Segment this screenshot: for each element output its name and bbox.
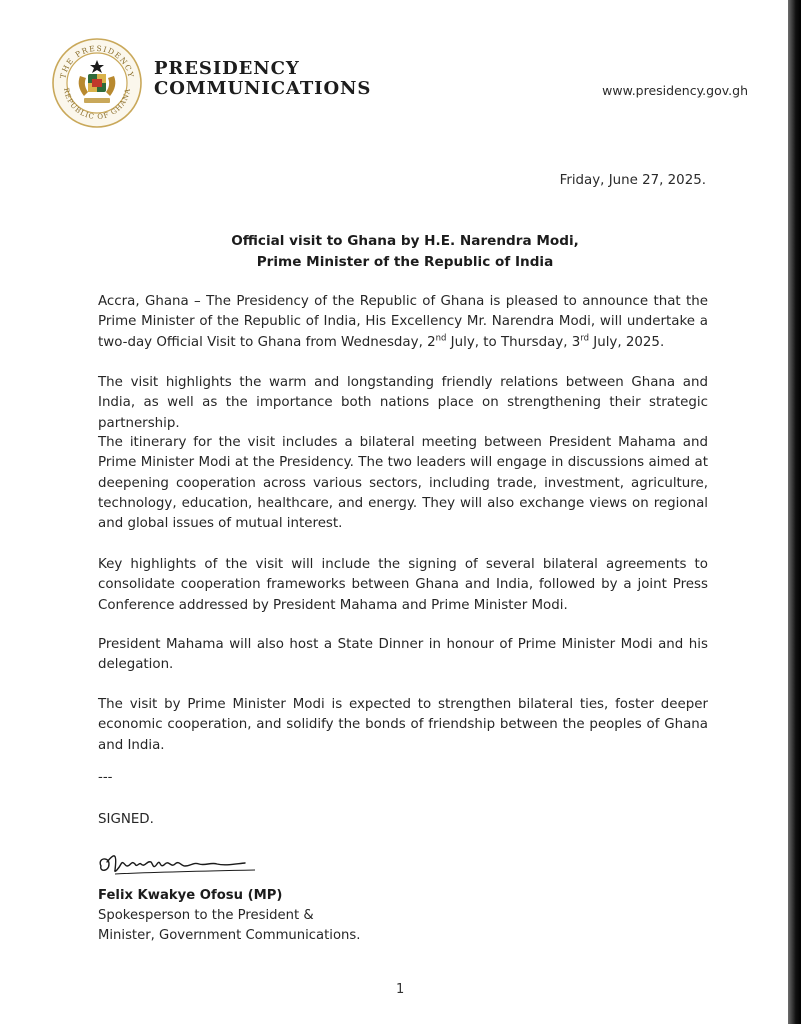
paragraph-highlights: Key highlights of the visit will include the signing of several bilateral agreements to consolidate cooperation frameworks between Ghana and India, followed by a joint Press Conference addressed by President Mahama and Prime Minister Modi.: [98, 557, 708, 613]
signatory-role-line2: Minister, Government Communications.: [98, 928, 361, 943]
page-edge-shadow: [788, 0, 801, 1024]
paragraph-1-text-a: Accra, Ghana – The Presidency of the Republic of Ghana is pleased to announce that the Prime Minister of the Republic of India, His Excellency Mr. Narendra Modi, will undertake a two-day Official Visit to Ghana from Wednesday, 2: [98, 294, 708, 350]
ordinal-suffix: rd: [580, 333, 590, 344]
signatory-role-line1: Spokesperson to the President &: [98, 908, 314, 923]
separator: ---: [98, 770, 113, 785]
handwritten-signature: [95, 844, 265, 884]
website-link[interactable]: www.presidency.gov.gh: [602, 83, 748, 98]
release-date: Friday, June 27, 2025.: [559, 173, 706, 188]
paragraph-relations: The visit highlights the warm and longstanding friendly relations between Ghana and India, as well as the importance both nations place on strengthening their strategic partnership.: [98, 375, 708, 431]
paragraph-state-dinner: President Mahama will also host a State Dinner in honour of Prime Minister Modi and his delegation.: [98, 637, 708, 673]
paragraph-outcome: The visit by Prime Minister Modi is expected to strengthen bilateral ties, foster deeper economic cooperation, and solidify the bonds of friendship between the peoples of Ghana and India.: [98, 697, 708, 753]
release-title-line1: Official visit to Ghana by H.E. Narendra Modi,: [231, 233, 579, 249]
page-number: 1: [396, 982, 405, 997]
paragraph-1-text-b: July, to Thursday, 3: [446, 334, 581, 350]
brand-line-presidency: PRESIDENCY: [154, 58, 300, 79]
signed-label: SIGNED.: [98, 812, 154, 827]
svg-text:REPUBLIC OF GHANA: REPUBLIC OF GHANA: [61, 87, 133, 122]
brand-name: [154, 59, 371, 99]
presidency-seal-logo: [52, 38, 142, 128]
paragraph-announcement: [98, 292, 708, 353]
release-title-line2: Prime Minister of the Republic of India: [256, 254, 554, 270]
paragraph-itinerary: The itinerary for the visit includes a bilateral meeting between President Mahama and Prime Minister Modi at the Presidency. The two leaders will engage in discussions aimed at deepening cooperation across various sectors, including trade, investment, agriculture, technology, education, healthcare, and energy. They will also exchange views on regional and global issues of mutual interest.: [98, 435, 708, 532]
signatory-name: Felix Kwakye Ofosu (MP): [98, 888, 283, 903]
paragraph-1-text-c: July, 2025.: [589, 334, 665, 350]
brand-line-communications: COMMUNICATIONS: [154, 78, 372, 99]
ordinal-suffix: nd: [435, 333, 447, 344]
svg-text:THE PRESIDENCY: THE PRESIDENCY: [58, 43, 136, 80]
